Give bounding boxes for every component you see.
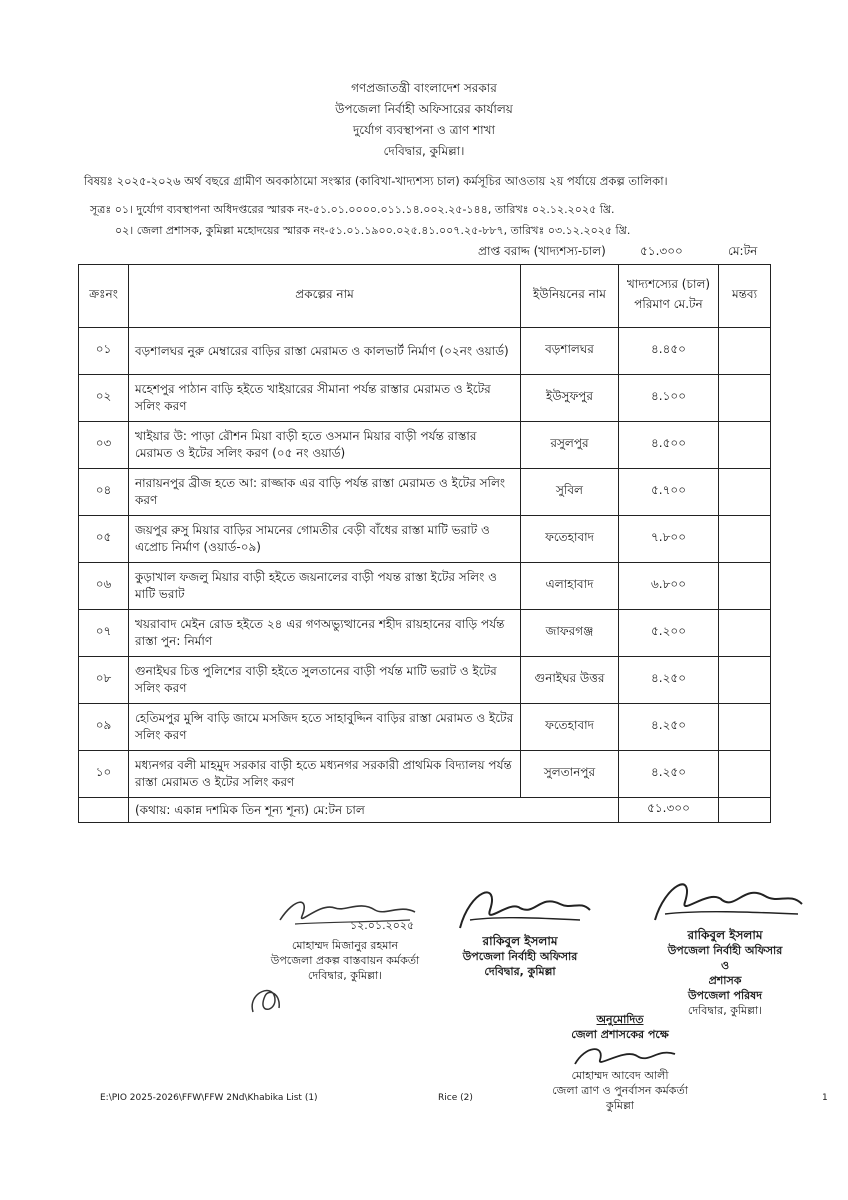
row-amount: ৭.৮০০ xyxy=(619,516,719,563)
row-union: এলাহাবাদ xyxy=(521,563,619,610)
approved-label: অনুমোদিত xyxy=(596,1013,644,1026)
approved-name: মোহাম্মদ আবেদ আলী xyxy=(571,1069,669,1082)
uno-title: উপজেলা নির্বাহী অফিসার xyxy=(462,950,578,963)
row-project: কুড়াখাল ফজলু মিয়ার বাড়ী হইতে জয়নালের বাড়ী পযন্ত রাস্তা ইটের সলিং ও মাটি ভরাট xyxy=(129,563,521,610)
row-union: বড়শালঘর xyxy=(521,328,619,375)
row-amount: ৪.১০০ xyxy=(619,375,719,422)
approved-on-behalf: জেলা প্রশাসকের পক্ষে xyxy=(571,1028,669,1041)
row-remarks xyxy=(719,469,771,516)
row-project: জয়পুর রুসু মিয়ার বাড়ির সামনের গোমতীর বেড়ী বাঁধের রাস্তা মাটি ভরাট ও এপ্রোচ নির্মাণ (ওয়ার্ড-০৯) xyxy=(129,516,521,563)
signature-scribble-admin xyxy=(640,870,810,928)
row-amount: ৫.২০০ xyxy=(619,610,719,657)
signature-block-pio xyxy=(240,892,450,983)
row-serial: ০৫ xyxy=(79,516,129,563)
total-remarks xyxy=(719,798,771,823)
approved-title: জেলা ত্রাণ ও পুনর্বাসন কর্মকর্তা xyxy=(552,1084,688,1097)
row-remarks xyxy=(719,657,771,704)
table-row xyxy=(79,469,771,516)
subject-line: বিষয়ঃ ২০২৫-২০২৬ অর্থ বছরে গ্রামীণ অবকাঠামো সংস্কার (কাবিখা-খাদ্যশস্য চাল) কর্মসূচির আওতায় ২য় পর্যায়ে প্রকল্প তালিকা। xyxy=(84,174,668,188)
approved-place: কুমিল্লা xyxy=(606,1099,634,1112)
header-government: গণপ্রজাতন্ত্রী বাংলাদেশ সরকার xyxy=(351,81,497,95)
signature-block-approved xyxy=(545,1012,695,1113)
total-value: ৫১.৩০০ xyxy=(619,798,719,823)
reference-2: ০২। জেলা প্রশাসক, কুমিল্লা মহোদয়ের স্মারক নং-৫১.০১.১৯০০.০২৫.৪১.০০৭.২৫-৮৮৭, তারিখঃ ০৩.১২.২০২৫ খ্রি. xyxy=(115,224,631,237)
signature-scribble-pio xyxy=(240,892,450,932)
header-location: দেবিদ্বার, কুমিল্লা। xyxy=(383,144,465,158)
row-remarks xyxy=(719,610,771,657)
row-union: সুলতানপুর xyxy=(521,751,619,798)
header-serial: ক্রঃনং xyxy=(79,265,129,328)
row-amount: ৪.৫০০ xyxy=(619,422,719,469)
admin-title: উপজেলা নির্বাহী অফিসার xyxy=(667,944,783,957)
table-row xyxy=(79,704,771,751)
row-union: ফতেহাবাদ xyxy=(521,704,619,751)
signature-block-uno xyxy=(440,880,600,979)
pio-name: মোহাম্মদ মিজানুর রহমান xyxy=(291,939,399,952)
row-project: খাইয়ার উ: পাড়া রৌশন মিয়া বাড়ী হতে ওসমান মিয়ার বাড়ী পর্যন্ত রাস্তার মেরামত ও ইটের সলিং করণ (০৫ নং ওয়ার্ড) xyxy=(129,422,521,469)
row-union: সুবিল xyxy=(521,469,619,516)
table-header-row xyxy=(79,265,771,328)
table-row xyxy=(79,422,771,469)
admin-place: দেবিদ্বার, কুমিল্লা। xyxy=(687,1004,763,1017)
table-row xyxy=(79,328,771,375)
uno-place: দেবিদ্বার, কুমিল্লা xyxy=(484,965,556,978)
row-remarks xyxy=(719,422,771,469)
total-in-words: (কথায়: একান্ন দশমিক তিন শূন্য শূন্য) মে:টন চাল xyxy=(129,798,619,823)
table-total-row xyxy=(79,798,771,823)
signature-scribble-uno xyxy=(440,880,600,934)
admin-title3: উপজেলা পরিষদ xyxy=(687,989,763,1002)
footer-page-number: 1 xyxy=(822,1093,828,1103)
header-amount xyxy=(619,265,719,328)
row-project: হেতিমপুর মুন্সি বাড়ি জামে মসজিদ হতে সাহাবুদ্দিন বাড়ির রাস্তা মেরামত ও ইটের সলিং করণ xyxy=(129,704,521,751)
row-union: রসুলপুর xyxy=(521,422,619,469)
pio-signature-date: ১২.০১.২০২৫ xyxy=(350,919,415,932)
row-amount: ৪.২৫০ xyxy=(619,704,719,751)
total-empty-cell xyxy=(79,798,129,823)
table-row xyxy=(79,516,771,563)
signature-scribble-approved xyxy=(545,1042,695,1068)
row-union: জাফরগঞ্জ xyxy=(521,610,619,657)
signature-block-admin xyxy=(640,870,810,1018)
row-amount: ৬.৮০০ xyxy=(619,563,719,610)
row-project: খয়রাবাদ মেইন রোড হইতে ২৪ এর গণঅভ্যুত্থানের শহীদ রায়হানের বাড়ি পর্যন্ত রাস্তা পুন: নির্মাণ xyxy=(129,610,521,657)
row-serial: ০৩ xyxy=(79,422,129,469)
table-row xyxy=(79,751,771,798)
footer-file-path: E:\PIO 2025-2026\FFW\FFW 2Nd\Khabika List (1) xyxy=(100,1093,318,1103)
allocation-unit: মে:টন xyxy=(728,244,758,258)
pio-title: উপজেলা প্রকল্প বাস্তবায়ন কর্মকর্তা xyxy=(270,954,420,967)
allocation-value: ৫১.৩০০ xyxy=(640,244,683,258)
row-project: মহেশপুর পাঠান বাড়ি হইতে খাইয়ারের সীমানা পর্যন্ত রাস্তার মেরামত ও ইটের সলিং করণ xyxy=(129,375,521,422)
row-amount: ৪.২৫০ xyxy=(619,657,719,704)
row-project: নারায়নপুর ব্রীজ হতে আ: রাজ্জাক এর বাড়ি পর্যন্ত রাস্তা মেরামত ও ইটের সলিং করণ xyxy=(129,469,521,516)
row-project: বড়শালঘর নুরু মেম্বারের বাড়ির রাস্তা মেরামত ও কালভার্ট নির্মাণ (০২নং ওয়ার্ড) xyxy=(129,328,521,375)
admin-name: রাকিবুল ইসলাম xyxy=(687,928,763,942)
row-remarks xyxy=(719,516,771,563)
row-union: ইউসুফপুর xyxy=(521,375,619,422)
row-serial: ১০ xyxy=(79,751,129,798)
row-serial: ০৮ xyxy=(79,657,129,704)
table-row xyxy=(79,563,771,610)
row-amount: ৪.৪৫০ xyxy=(619,328,719,375)
admin-conj: ও xyxy=(720,959,730,972)
allocation-label: প্রাপ্ত বরাদ্দ (খাদ্যশস্য-চাল) xyxy=(478,244,606,258)
row-amount: ৪.২৫০ xyxy=(619,751,719,798)
table-row xyxy=(79,375,771,422)
row-union: ফতেহাবাদ xyxy=(521,516,619,563)
row-serial: ০৯ xyxy=(79,704,129,751)
table-row xyxy=(79,610,771,657)
pio-place: দেবিদ্বার, কুমিল্লা। xyxy=(307,969,383,982)
header-union: ইউনিয়নের নাম xyxy=(521,265,619,328)
row-remarks xyxy=(719,704,771,751)
admin-title2: প্রশাসক xyxy=(708,974,742,987)
header-project: প্রকল্পের নাম xyxy=(129,265,521,328)
row-remarks xyxy=(719,563,771,610)
header-amount-line1: খাদ্যশস্যের (চাল) xyxy=(626,277,711,291)
row-project: মধ্যনগর বলী মাহমুদ সরকার বাড়ী হতে মধ্যনগর সরকারী প্রাথমিক বিদ্যালয় পর্যন্ত রাস্তা মেরামত ও ইটের সলিং করণ xyxy=(129,751,521,798)
row-remarks xyxy=(719,375,771,422)
footer-center-label: Rice (2) xyxy=(438,1093,473,1103)
project-table xyxy=(78,264,771,823)
row-amount: ৫.৭০০ xyxy=(619,469,719,516)
row-serial: ০৬ xyxy=(79,563,129,610)
table-row xyxy=(79,657,771,704)
row-serial: ০৭ xyxy=(79,610,129,657)
pio-seal-scribble xyxy=(245,982,285,1018)
uno-name: রাকিবুল ইসলাম xyxy=(482,934,558,948)
header-remarks: মন্তব্য xyxy=(719,265,771,328)
reference-1: সূত্রঃ ০১। দুর্যোগ ব্যবস্থাপনা অধিদপ্তরের স্মারক নং-৫১.০১.০০০০.০১১.১৪.০০২.২৫-১৪৪, তারিখঃ ০২.১২.২০২৫ খ্রি. xyxy=(90,203,615,216)
row-serial: ০১ xyxy=(79,328,129,375)
row-remarks xyxy=(719,751,771,798)
row-serial: ০৪ xyxy=(79,469,129,516)
row-project: গুনাইঘর চিত্ত পুলিশের বাড়ী হইতে সুলতানের বাড়ী পর্যন্ত মাটি ভরাট ও ইটের সলিং করণ xyxy=(129,657,521,704)
row-union: গুনাইঘর উত্তর xyxy=(521,657,619,704)
header-office: উপজেলা নির্বাহী অফিসারের কার্যালয় xyxy=(335,102,513,116)
header-branch: দুর্যোগ ব্যবস্থাপনা ও ত্রাণ শাখা xyxy=(352,123,495,137)
header-amount-line2: পরিমাণ মে.টন xyxy=(634,297,703,311)
row-remarks xyxy=(719,328,771,375)
row-serial: ০২ xyxy=(79,375,129,422)
